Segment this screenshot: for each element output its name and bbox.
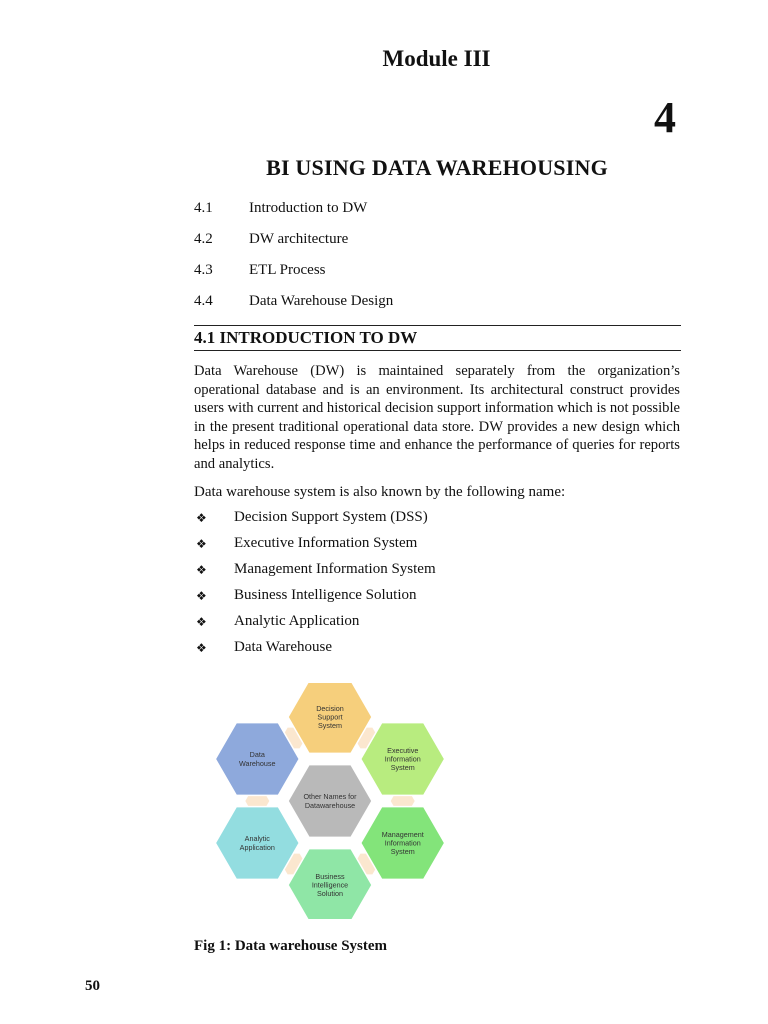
outer-hexagon-label: Application: [239, 842, 275, 852]
chapter-number: 4: [654, 93, 676, 142]
outer-hexagon-label: System: [390, 847, 415, 857]
list-item-text: Management Information System: [234, 561, 436, 577]
toc-item-number: 4.3: [194, 262, 213, 278]
page-number: 50: [85, 978, 100, 994]
outer-hexagon-label: Information: [384, 838, 421, 848]
section-heading: 4.1 INTRODUCTION TO DW: [194, 325, 681, 351]
toc-item-number: 4.4: [194, 293, 213, 309]
alternate-names-list: [194, 509, 680, 665]
outer-hexagon-label: Management: [381, 829, 424, 839]
diamond-bullet-icon: ❖: [196, 641, 207, 655]
list-item-text: Data Warehouse: [234, 639, 333, 655]
module-title: Module III: [382, 46, 491, 71]
list-item: [194, 613, 680, 639]
list-item: [194, 561, 680, 587]
diamond-bullet-icon: ❖: [196, 511, 207, 525]
outer-hexagon-label: Support: [317, 712, 343, 722]
outer-hexagon-label: Business: [315, 871, 345, 881]
outer-hexagon-label: Solution: [317, 889, 343, 899]
toc-item-title: DW architecture: [249, 231, 349, 247]
list-intro: Data warehouse system is also known by the following name:: [194, 484, 566, 500]
list-item-text: Decision Support System (DSS): [234, 509, 428, 525]
toc-item: [194, 293, 680, 324]
diamond-bullet-icon: ❖: [196, 589, 207, 603]
list-item: [194, 535, 680, 561]
list-item: [194, 639, 680, 665]
outer-hexagon-label: Decision: [316, 703, 344, 713]
table-of-contents: [194, 200, 680, 324]
list-item: [194, 587, 680, 613]
hexagon-diagram-svg: [205, 683, 455, 919]
outer-hexagon-label: Information: [384, 754, 421, 764]
center-hexagon-label: Datawarehouse: [304, 800, 356, 810]
outer-hexagon-label: System: [318, 721, 342, 731]
toc-item-number: 4.2: [194, 231, 213, 247]
toc-item: [194, 200, 680, 231]
center-hexagon-label: Other Names for: [303, 792, 357, 802]
outer-hexagon-label: System: [390, 763, 415, 773]
outer-hexagon-label: Intelligence: [311, 880, 349, 890]
center-hexagon: [288, 765, 372, 838]
hexagon-diagram: [205, 683, 455, 919]
diamond-bullet-icon: ❖: [196, 615, 207, 629]
outer-hexagon-label: Warehouse: [239, 758, 276, 768]
intro-paragraph: Data Warehouse (DW) is maintained separately from the organization’s operational database and is an environment. Its architectural construct provides users with current and historical decision support information which is not possible in the present traditional operational data store. DW provides a new design which helps in reduced response time and enhance the performance of queries for reports and analytics.: [194, 363, 680, 472]
list-item-text: Analytic Application: [234, 613, 360, 629]
toc-item-number: 4.1: [194, 200, 213, 216]
toc-item-title: Introduction to DW: [249, 200, 368, 216]
list-item-text: Business Intelligence Solution: [234, 587, 417, 603]
diamond-bullet-icon: ❖: [196, 537, 207, 551]
toc-item-title: ETL Process: [249, 262, 326, 278]
toc-item-title: Data Warehouse Design: [249, 293, 394, 309]
toc-item: [194, 262, 680, 293]
list-item-text: Executive Information System: [234, 535, 418, 551]
chapter-title: BI USING DATA WAREHOUSING: [266, 155, 608, 180]
outer-hexagon-label: Executive: [387, 745, 419, 755]
diamond-bullet-icon: ❖: [196, 563, 207, 577]
toc-item: [194, 231, 680, 262]
outer-hexagon-label: Analytic: [244, 834, 270, 844]
list-item: [194, 509, 680, 535]
figure-caption: Fig 1: Data warehouse System: [194, 938, 388, 954]
outer-hexagon-label: Data: [249, 750, 265, 760]
